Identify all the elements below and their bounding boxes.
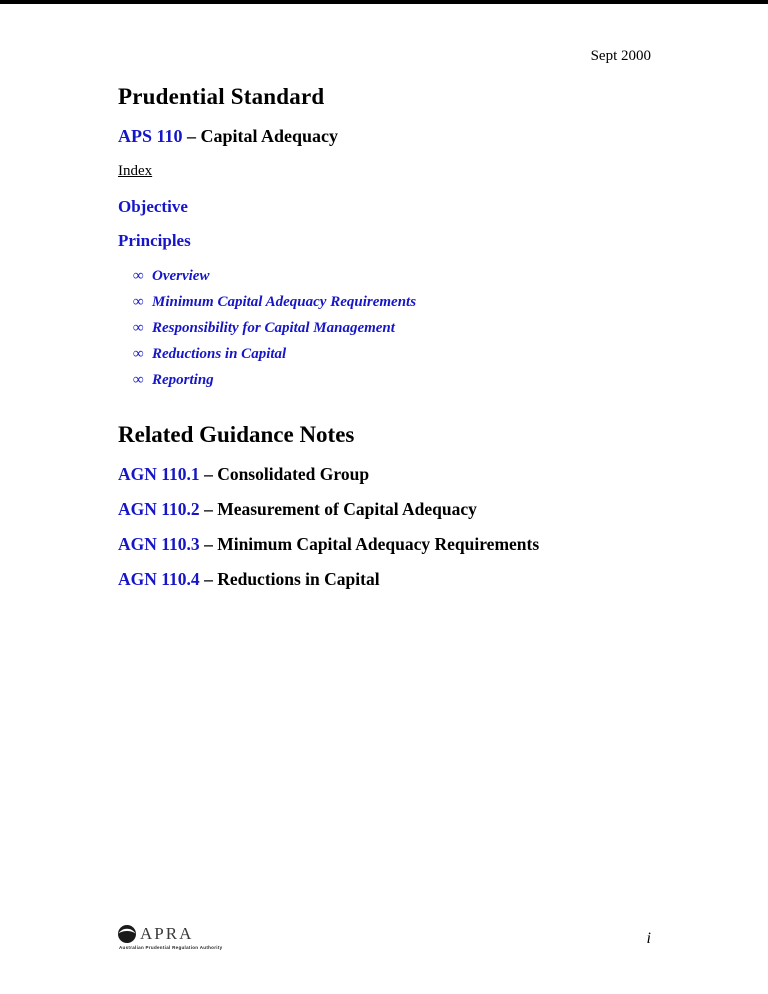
page-number: i bbox=[646, 930, 651, 947]
guidance-note-name: Minimum Capital Adequacy Requirements bbox=[217, 534, 540, 554]
apra-logo-tagline: Australian Prudential Regulation Authority bbox=[119, 945, 223, 950]
apra-logo bbox=[117, 924, 222, 950]
apra-logo-text: APRA bbox=[140, 924, 194, 943]
guidance-note-110-2[interactable] bbox=[118, 499, 539, 534]
objective-link[interactable]: Objective bbox=[118, 197, 188, 216]
standard-name: Capital Adequacy bbox=[200, 126, 339, 146]
principles-item-label: Minimum Capital Adequacy Requirements bbox=[152, 294, 417, 310]
date-header: Sept 2000 bbox=[590, 48, 651, 64]
principles-item-overview[interactable] bbox=[133, 266, 416, 292]
index-link[interactable]: Index bbox=[118, 163, 153, 179]
guidance-note-code: AGN 110.2 bbox=[118, 499, 200, 519]
principles-link[interactable]: Principles bbox=[118, 231, 191, 250]
principles-item-label: Reporting bbox=[152, 372, 214, 388]
related-guidance-title: Related Guidance Notes bbox=[118, 422, 355, 447]
guidance-notes-list bbox=[118, 464, 539, 604]
infinity-bullet-icon: ∞ bbox=[133, 346, 144, 362]
infinity-bullet-icon: ∞ bbox=[133, 320, 144, 336]
page-title: Prudential Standard bbox=[118, 84, 325, 109]
infinity-bullet-icon: ∞ bbox=[133, 372, 144, 388]
principles-item-label: Reductions in Capital bbox=[152, 346, 287, 362]
guidance-note-separator: – bbox=[204, 569, 213, 589]
principles-item-label: Responsibility for Capital Management bbox=[152, 320, 395, 336]
standard-separator: – bbox=[187, 126, 197, 146]
guidance-note-110-1[interactable] bbox=[118, 464, 539, 499]
guidance-note-separator: – bbox=[204, 464, 213, 484]
standard-heading bbox=[118, 126, 338, 147]
standard-code: APS 110 bbox=[118, 126, 183, 146]
guidance-note-name: Measurement of Capital Adequacy bbox=[217, 499, 477, 519]
guidance-note-name: Consolidated Group bbox=[217, 464, 370, 484]
guidance-note-separator: – bbox=[204, 499, 213, 519]
principles-item-label: Overview bbox=[152, 268, 210, 284]
principles-item-reductions[interactable] bbox=[133, 344, 416, 370]
guidance-note-code: AGN 110.3 bbox=[118, 534, 200, 554]
guidance-note-110-3[interactable] bbox=[118, 534, 539, 569]
principles-list bbox=[133, 266, 416, 396]
infinity-bullet-icon: ∞ bbox=[133, 294, 144, 310]
guidance-note-separator: – bbox=[204, 534, 213, 554]
principles-item-responsibility[interactable] bbox=[133, 318, 416, 344]
apra-logo-icon bbox=[117, 924, 137, 944]
principles-item-reporting[interactable] bbox=[133, 370, 416, 396]
guidance-note-name: Reductions in Capital bbox=[217, 569, 380, 589]
guidance-note-code: AGN 110.1 bbox=[118, 464, 200, 484]
infinity-bullet-icon: ∞ bbox=[133, 268, 144, 284]
guidance-note-code: AGN 110.4 bbox=[118, 569, 200, 589]
principles-item-minimum-capital[interactable] bbox=[133, 292, 416, 318]
page-top-border bbox=[0, 0, 768, 4]
guidance-note-110-4[interactable] bbox=[118, 569, 539, 604]
